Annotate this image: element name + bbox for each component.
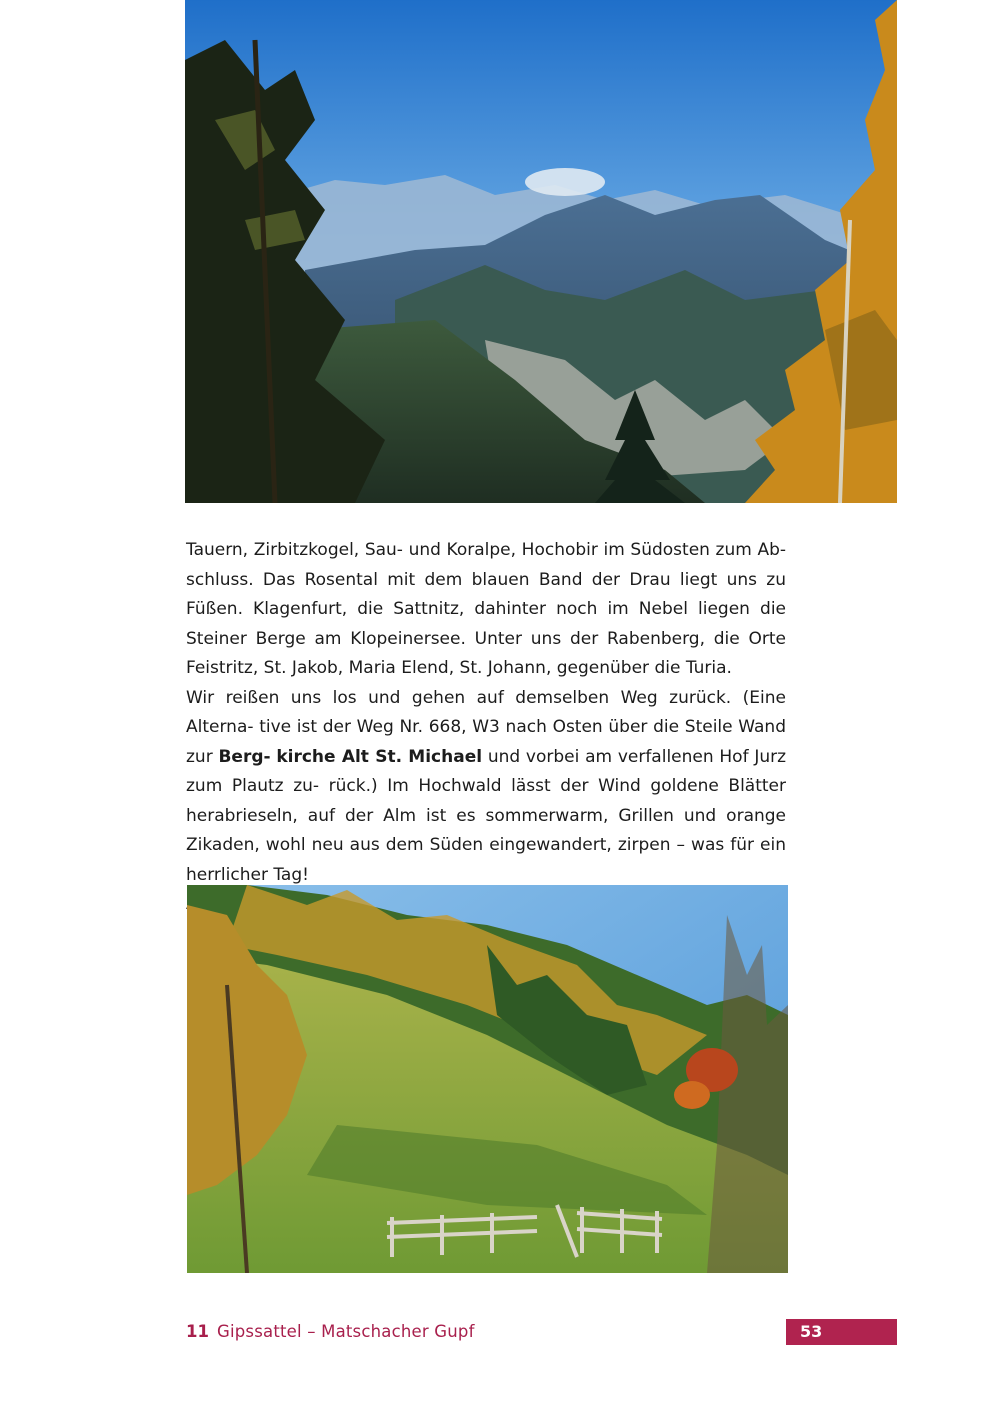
bergkirche-name: kirche Alt St. Michael [276, 746, 483, 767]
text-line: schluss. Das Rosental mit dem blauen Band der Drau liegt uns zu Füßen. [186, 569, 786, 619]
paragraph-return [186, 684, 786, 891]
text-line: Maria Elend, St. Johann, gegenüber die Turia. [348, 658, 732, 678]
paragraph-panorama [186, 536, 786, 684]
text-line: Tauern, Zirbitzkogel, Sau- und Koralpe, Hochobir im Südosten zum Ab- [186, 540, 786, 560]
text-line: Süden eingewandert, zirpen – was für ein herrlicher Tag! [186, 835, 786, 885]
text-line: rück.) Im Hochwald lässt der Wind goldene Blätter herabrieseln, auf der [186, 776, 787, 826]
text-line: Klagenfurt, die Sattnitz, dahinter noch im Nebel liegen die Steiner Berge [186, 599, 786, 649]
text-line: und vorbei am verfallenen Hof Jurz zum Plautz zu- [186, 746, 787, 796]
page-number-badge [786, 1319, 897, 1345]
page-number: 53 [800, 1322, 823, 1341]
text-line: tive ist der Weg Nr. 668, W3 nach Osten über die Steile Wand zur [186, 717, 786, 767]
chapter-title: Gipssattel – Matschacher Gupf [216, 1322, 475, 1341]
running-footer [186, 1322, 475, 1341]
alpine-meadow-photo [187, 885, 788, 1273]
chapter-number: 11 [186, 1322, 209, 1341]
text-line: Wir reißen uns los und gehen auf demselben Weg zurück. (Eine Alterna- [186, 687, 786, 737]
mountain-panorama-photo [185, 0, 897, 503]
bergkirche-name: Berg- [218, 746, 271, 767]
text-line: am Klopeinersee. Unter uns der Rabenberg, die Orte Feistritz, St. Jakob, [186, 628, 786, 678]
text-line: Alm ist es sommerwarm, Grillen und orange Zikaden, wohl neu aus dem [186, 805, 787, 855]
